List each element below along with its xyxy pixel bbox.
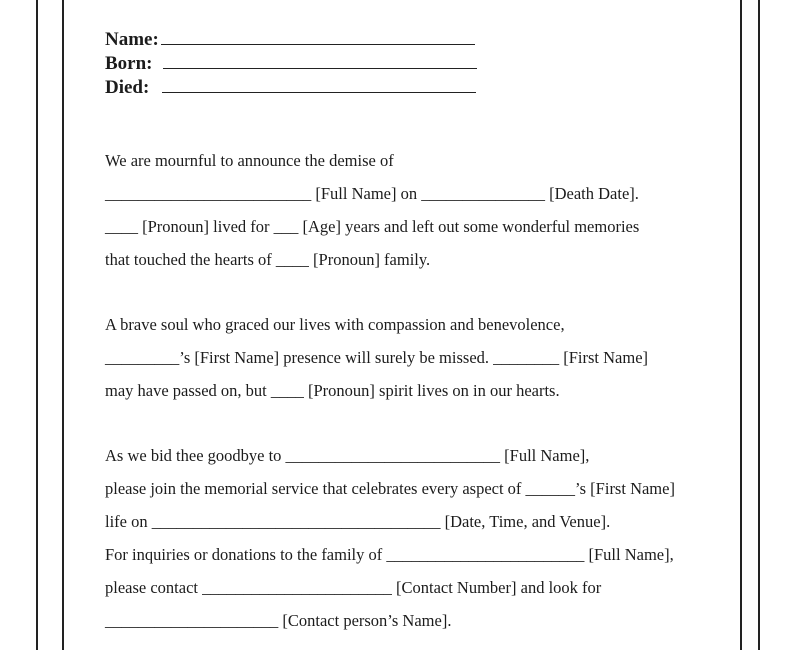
born-label: Born: bbox=[105, 53, 153, 74]
name-blank-line[interactable] bbox=[161, 29, 475, 45]
name-label: Name: bbox=[105, 29, 159, 50]
paragraph-service bbox=[105, 439, 675, 637]
text-line: We are mournful to announce the demise of bbox=[105, 151, 394, 170]
paragraph-tribute bbox=[105, 308, 675, 407]
text-line: _________________________ [Full Name] on _______________ [Death Date]. bbox=[105, 184, 639, 203]
died-field-row bbox=[105, 76, 477, 100]
text-line: _____________________ [Contact person’s Name]. bbox=[105, 611, 452, 630]
born-field-row bbox=[105, 52, 477, 76]
paragraph-gap bbox=[105, 407, 675, 439]
died-label: Died: bbox=[105, 77, 150, 98]
header-fields bbox=[105, 28, 477, 100]
paragraph-announcement bbox=[105, 144, 675, 276]
text-line: A brave soul who graced our lives with compassion and benevolence, bbox=[105, 315, 565, 334]
text-line: _________’s [First Name] presence will surely be missed. ________ [First Name] bbox=[105, 348, 649, 367]
text-line: please join the memorial service that celebrates every aspect of ______’s [First Name] bbox=[105, 479, 675, 498]
name-field-row bbox=[105, 28, 477, 52]
text-line: ____ [Pronoun] lived for ___ [Age] years and left out some wonderful memories bbox=[105, 217, 640, 236]
text-line: For inquiries or donations to the family of ________________________ [Full Name], bbox=[105, 545, 674, 564]
born-blank-line[interactable] bbox=[163, 53, 477, 69]
text-line: that touched the hearts of ____ [Pronoun] family. bbox=[105, 250, 431, 269]
text-line: may have passed on, but ____ [Pronoun] spirit lives on in our hearts. bbox=[105, 381, 560, 400]
died-blank-line[interactable] bbox=[162, 77, 476, 93]
obituary-body bbox=[105, 144, 675, 637]
text-line: As we bid thee goodbye to __________________________ [Full Name], bbox=[105, 446, 590, 465]
text-line: please contact _______________________ [Contact Number] and look for bbox=[105, 578, 602, 597]
text-line: life on ___________________________________ [Date, Time, and Venue]. bbox=[105, 512, 611, 531]
paragraph-gap bbox=[105, 276, 675, 308]
